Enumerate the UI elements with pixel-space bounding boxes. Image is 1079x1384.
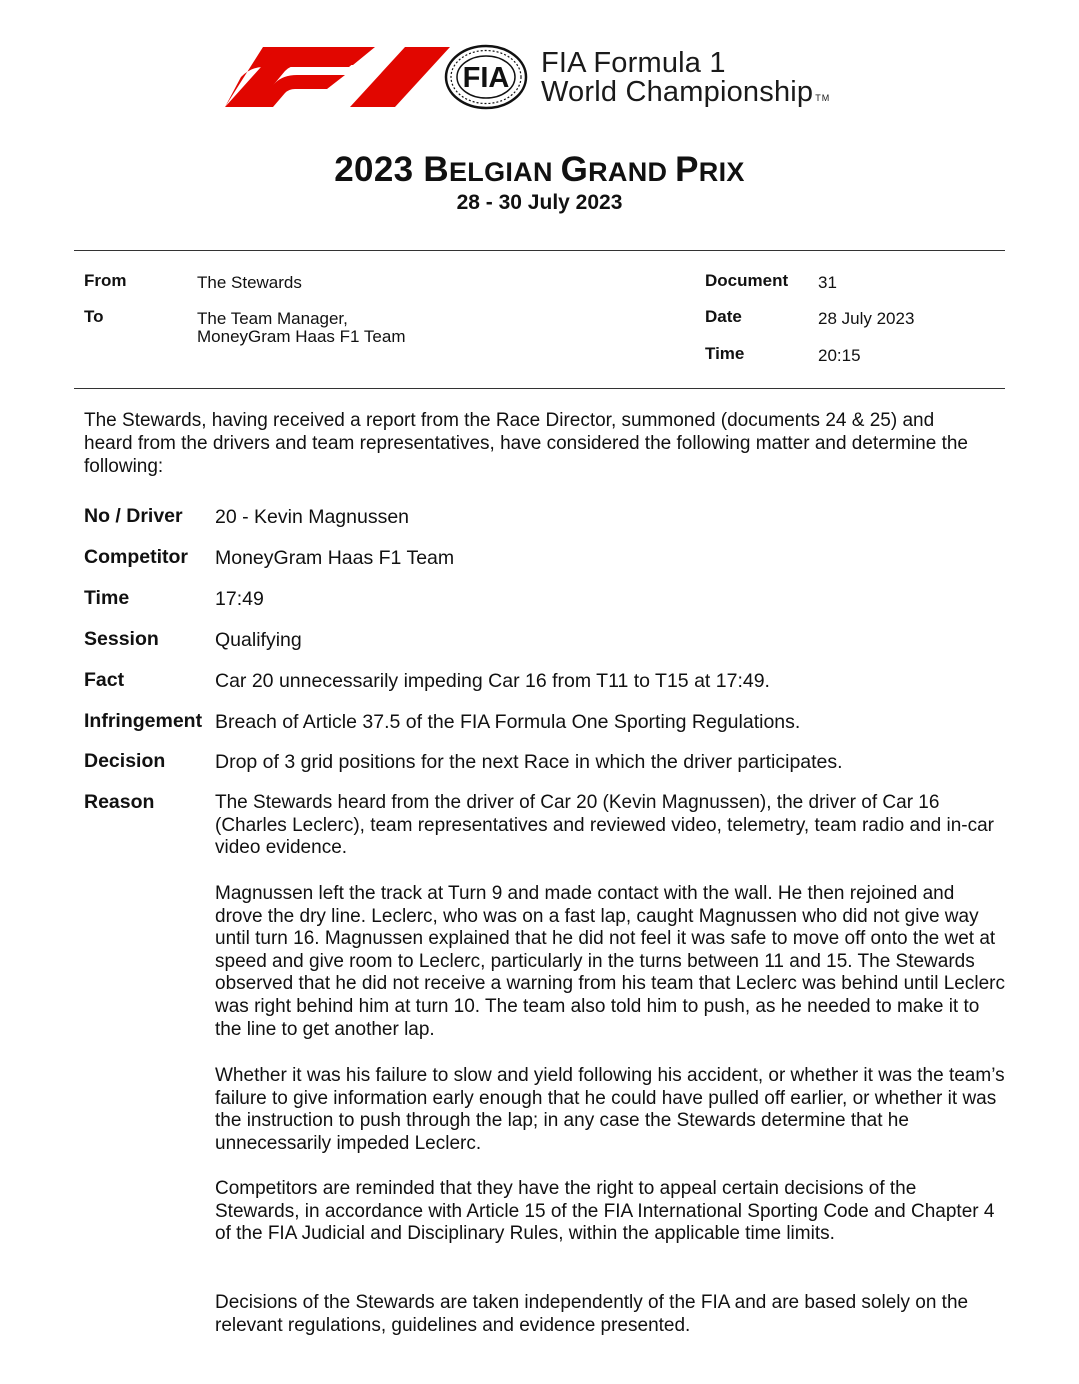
decision-label: Decision <box>84 750 166 772</box>
time-value: 20:15 <box>818 346 861 365</box>
independence-paragraph: Decisions of the Stewards are taken independently of the FIA and are based solely on the relevant regulations, guidelines and evidence presented. <box>215 1292 969 1336</box>
document-value: 31 <box>818 273 837 292</box>
decision-value: Drop of 3 grid positions for the next Race in which the driver participates. <box>215 751 843 773</box>
event-title <box>0 150 1079 190</box>
from-label: From <box>84 271 127 290</box>
competitor-label: Competitor <box>84 546 188 568</box>
brand-line-2 <box>541 78 830 113</box>
time-row-label: Time <box>84 587 130 609</box>
time-row-value: 17:49 <box>215 588 264 610</box>
divider-top <box>74 250 1005 251</box>
fact-value: Car 20 unnecessarily impeding Car 16 from T11 to T15 at 17:49. <box>215 670 770 692</box>
appeal-paragraph: Competitors are reminded that they have the right to appeal certain decisions of the Stewards, in accordance with Article 15 of the FIA International Sporting Code and Chapter 4 of the FIA Judicial and Disciplinary Rules, within the applicable time limits. <box>215 1178 995 1245</box>
title-part: 2023 B <box>334 150 449 189</box>
document-label: Document <box>705 271 789 290</box>
from-value: The Stewards <box>197 273 302 292</box>
session-label: Session <box>84 628 159 650</box>
driver-value: 20 - Kevin Magnussen <box>215 506 410 528</box>
divider-bottom <box>74 388 1005 389</box>
intro-paragraph: The Stewards, having received a report from the Race Director, summoned (documents 24 & 25) and heard from the drivers and team representatives, have considered the following matter and determine the following: <box>84 410 968 477</box>
date-label: Date <box>705 307 742 326</box>
brand-line-1: FIA Formula 1 <box>541 47 726 79</box>
f1-logo <box>225 47 450 107</box>
title-part: P <box>675 150 699 189</box>
title-part: RAND <box>588 157 676 187</box>
title-part: RIX <box>698 157 745 187</box>
title-part: G <box>560 150 589 189</box>
infringement-label: Infringement <box>84 710 203 732</box>
to-label: To <box>84 307 104 326</box>
fia-logo-text: FIA <box>462 62 510 94</box>
reason-paragraph-2: Magnussen left the track at Turn 9 and made contact with the wall. He then rejoined and drove the dry line. Leclerc, who was on a fast lap, caught Magnussen who did not give way until turn 16. Magnussen explained that he did not feel it was safe to move off onto the wet at speed and give room to Leclerc, particularly in the turns between 11 and 15. The Stewards observed that he did not receive a warning from his team that Leclerc was behind until Leclerc was right behind him at turn 10. The team also told him to push, as he needed to make it to the line to get another lap. <box>215 883 1005 1040</box>
header-logo-area <box>225 40 885 120</box>
championship-text <box>541 49 830 113</box>
infringement-value: Breach of Article 37.5 of the FIA Formula One Sporting Regulations. <box>215 711 801 733</box>
reason-paragraph-3: Whether it was his failure to slow and yield following his accident, or whether it was the team’s failure to give information early enough that he could have pulled off earlier, or whether it was the instruction to push through the lap; in any case the Stewards determine that he unnecessarily impeded Leclerc. <box>215 1065 1005 1154</box>
event-dates: 28 - 30 July 2023 <box>456 191 623 214</box>
fact-label: Fact <box>84 669 125 691</box>
to-value-line2: MoneyGram Haas F1 Team <box>197 327 406 346</box>
brand-line-2-text: World Championship <box>541 76 814 108</box>
date-value: 28 July 2023 <box>818 309 915 328</box>
trademark: TM <box>815 93 831 103</box>
time-label: Time <box>705 344 745 363</box>
reason-paragraph-1: The Stewards heard from the driver of Car 20 (Kevin Magnussen), the driver of Car 16 (Charles Leclerc), team representatives and reviewed video, telemetry, team radio and in-car video evidence. <box>215 792 994 859</box>
fia-logo <box>443 44 529 110</box>
title-part: ELGIAN <box>448 157 561 187</box>
reason-label: Reason <box>84 791 155 813</box>
competitor-value: MoneyGram Haas F1 Team <box>215 547 455 569</box>
driver-label: No / Driver <box>84 505 183 527</box>
session-value: Qualifying <box>215 629 302 651</box>
to-value-line1: The Team Manager, <box>197 309 348 328</box>
